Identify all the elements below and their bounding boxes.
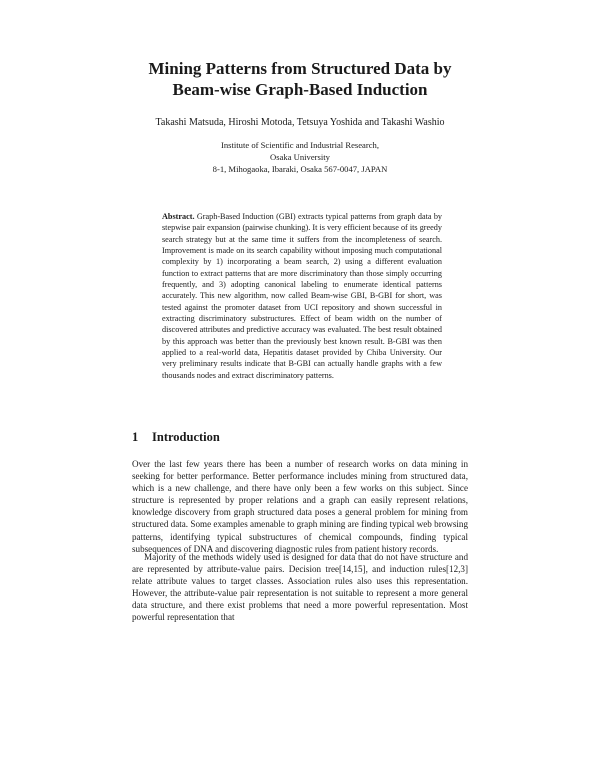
title-line-2: Beam-wise Graph-Based Induction [172, 80, 428, 99]
author-list: Takashi Matsuda, Hiroshi Motoda, Tetsuya Yoshida and Takashi Washio [155, 117, 445, 128]
section-number: 1 [132, 430, 139, 444]
section-heading-introduction [132, 430, 220, 445]
abstract [162, 211, 442, 381]
section-title: Introduction [152, 430, 220, 444]
affiliation-line-2: Osaka University [270, 152, 330, 162]
affiliation-line-3: 8-1, Mihogaoka, Ibaraki, Osaka 567-0047, JAPAN [212, 164, 388, 174]
title-line-1: Mining Patterns from Structured Data by [148, 59, 452, 78]
affiliation [0, 139, 600, 175]
abstract-text: Graph-Based Induction (GBI) extracts typical patterns from graph data by stepwise pair expansion (pairwise chunking). It is very efficient because of its greedy search strategy but at the same time it suffers from the incompleteness of search. Improvement is made on its search capability without imposing much computational complexity by 1) incorporating a beam search, 2) using a different evaluation function to extract patterns that are more discriminatory than those simply occurring frequently, and 3) adopting canonical labeling to enumerate identical patterns accurately. This new algorithm, now called Beam-wise GBI, B-GBI for short, was tested against the promoter dataset from UCI repository and shown successful in extracting discriminatory substructures. Effect of beam width on the number of discovered attributes and predictive accuracy was evaluated. The best result obtained by this approach was better than the previously best known result. B-GBI was then applied to a real-world data, Hepatitis dataset provided by Chiba University. Our very preliminary results indicate that B-GBI can actually handle graphs with a few thousands nodes and extract discriminatory patterns. [162, 212, 443, 380]
paragraph-1: Over the last few years there has been a number of research works on data mining in seeking for better performance. Better performance includes mining from structured data, which is a new challenge, and there have only been a few works on this subject. Since structure is represented by proper relations and a graph can easily represent relations, knowledge discovery from graph structured data poses a general problem for mining from structured data. Some examples amenable to graph mining are finding typical web browsing patterns, identifying typical substructures of chemical compounds, finding typical subsequences of DNA and discovering diagnostic rules from patient history records. [132, 459, 468, 554]
affiliation-line-1: Institute of Scientific and Industrial Research, [221, 140, 379, 150]
paragraph-2: Majority of the methods widely used is designed for data that do not have structure and are represented by attribute-value pairs. Decision tree[14,15], and induction rules[12,3] relate attribute values to target classes. Association rules also uses this representation. However, the attribute-value pair representation is not suitable to represent a more general data structure, and there exist problems that need a more powerful representation. Most powerful representation that [132, 552, 468, 623]
abstract-label: Abstract. [162, 212, 195, 221]
paper-title [0, 58, 600, 100]
